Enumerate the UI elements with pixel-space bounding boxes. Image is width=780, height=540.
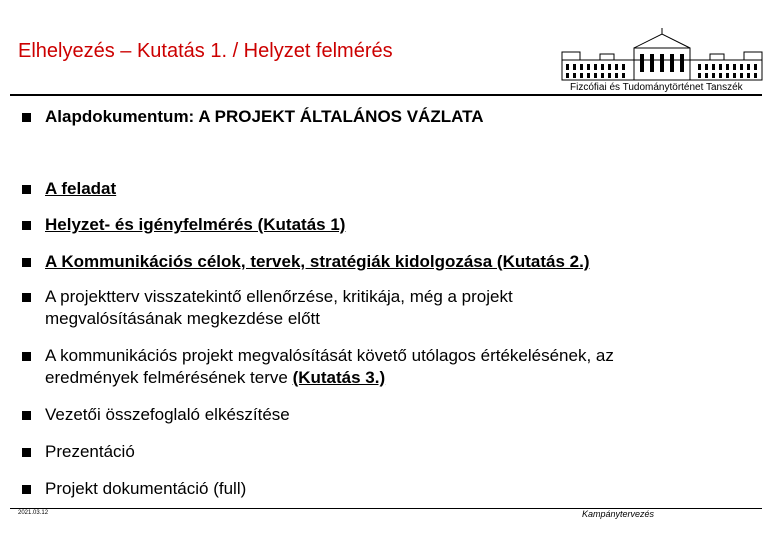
bullet-text (45, 286, 513, 330)
bullet-link[interactable]: A Kommunikációs célok, tervek, stratégiák kidolgozása (Kutatás 2.) (45, 252, 590, 271)
bullet-item (22, 478, 246, 500)
slide-title: Elhelyezés – Kutatás 1. / Helyzet felmérés (18, 40, 393, 62)
footer-date: 2021.03.12 (18, 510, 49, 516)
bullet-item (22, 286, 513, 330)
bullet-item (22, 345, 614, 389)
bullet-text: Vezetői összefoglaló elkészítése (45, 405, 290, 424)
bullet-square-icon (22, 113, 31, 122)
bullet-text-line: eredmények felmérésének terve (45, 368, 293, 387)
bullet-link[interactable]: (Kutatás 3.) (292, 368, 386, 387)
bullet-text: Alapdokumentum: A PROJEKT ÁLTALÁNOS VÁZLATA (45, 107, 484, 126)
footer-course-name: Kampánytervezés (582, 509, 655, 519)
logo-caption: Fizcófiai és Tudománytörténet Tanszék (570, 82, 743, 93)
bullet-link[interactable]: Helyzet- és igényfelmérés (Kutatás 1) (45, 215, 346, 234)
bullet-item (22, 441, 135, 463)
bullet-square-icon (22, 293, 31, 302)
bullet-square-icon (22, 258, 31, 267)
bullet-square-icon (22, 185, 31, 194)
bullet-square-icon (22, 352, 31, 361)
bullet-text-line: A projektterv visszatekintő ellenőrzése, kritikája, még a projekt (45, 287, 513, 306)
bullet-text: Prezentáció (45, 442, 135, 461)
bullet-item[interactable] (22, 178, 116, 200)
bullet-square-icon (22, 448, 31, 457)
bullet-square-icon (22, 221, 31, 230)
bullet-square-icon (22, 411, 31, 420)
bullet-square-icon (22, 485, 31, 494)
bullet-item (22, 106, 484, 128)
bullet-item[interactable] (22, 251, 590, 273)
bullet-item[interactable] (22, 214, 345, 236)
bullet-link[interactable]: A feladat (45, 179, 117, 198)
bullet-text (45, 345, 614, 389)
bullet-text-line: megvalósításának megkezdése előtt (45, 309, 320, 328)
bullet-text: Projekt dokumentáció (full) (45, 479, 247, 498)
bullet-text-line: A kommunikációs projekt megvalósítását követő utólagos értékelésének, az (45, 346, 614, 365)
bullet-item (22, 404, 290, 426)
